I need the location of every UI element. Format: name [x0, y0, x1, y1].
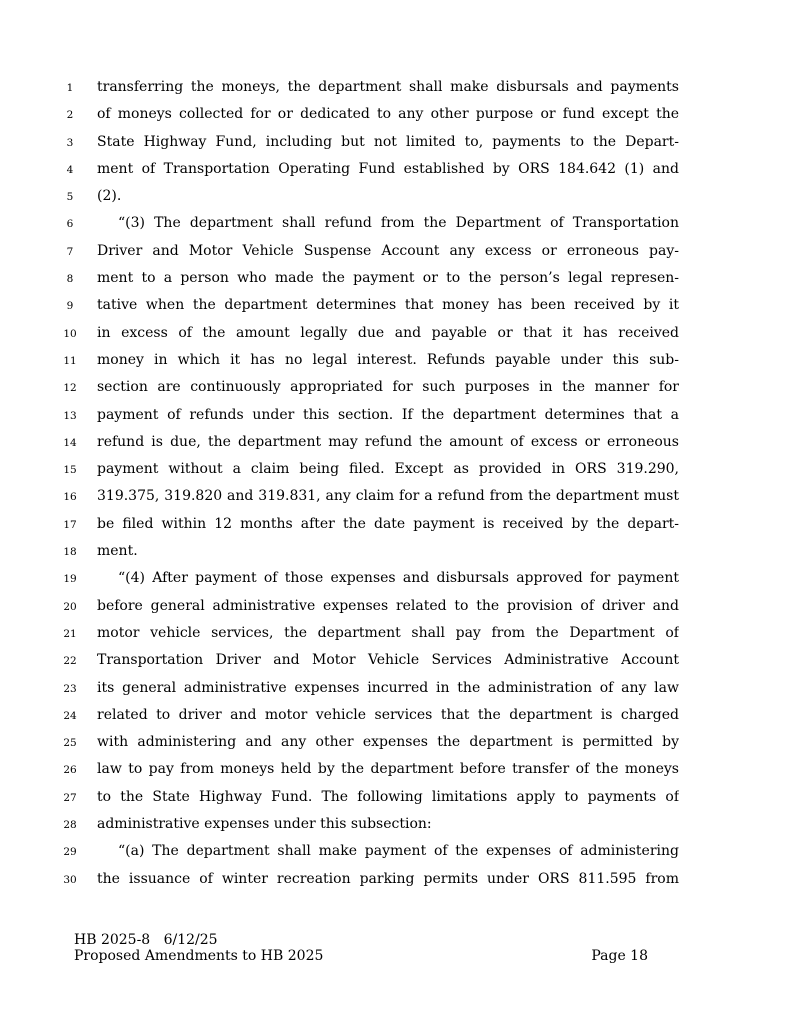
- line-text: ment.: [97, 543, 138, 560]
- line-text: 319.375, 319.820 and 319.831, any claim for a refund from the department must: [97, 488, 679, 505]
- document-line: [0, 675, 800, 702]
- line-number: 10: [63, 327, 77, 340]
- line-text: with administering and any other expenses the department is permitted by: [97, 734, 679, 751]
- line-text: tative when the department determines that money has been received by it: [97, 297, 679, 314]
- line-number: 28: [63, 819, 77, 832]
- line-text: motor vehicle services, the department shall pay from the Department of: [97, 624, 679, 641]
- document-line: [0, 347, 800, 374]
- line-text: Transportation Driver and Motor Vehicle Services Administrative Account: [97, 652, 679, 669]
- line-number: 30: [63, 873, 77, 886]
- line-number: 20: [63, 600, 77, 613]
- line-text: refund is due, the department may refund the amount of excess or erroneous: [97, 433, 679, 450]
- line-text: section are continuously appropriated for such purposes in the manner for: [97, 379, 679, 396]
- line-number: 7: [66, 245, 74, 258]
- document-line: [0, 74, 800, 101]
- line-number: 21: [63, 627, 77, 640]
- line-text: its general administrative expenses incurred in the administration of any law: [97, 679, 679, 696]
- document-body: [0, 74, 800, 893]
- line-text: Driver and Motor Vehicle Suspense Account any excess or erroneous pay-: [97, 242, 679, 259]
- document-line: [0, 702, 800, 729]
- document-line: [0, 729, 800, 756]
- document-line: [0, 210, 800, 237]
- line-text: ment of Transportation Operating Fund established by ORS 184.642 (1) and: [97, 160, 679, 177]
- footer-subtitle-line: [74, 948, 654, 964]
- document-line: [0, 265, 800, 292]
- document-line: [0, 565, 800, 592]
- line-number: 11: [63, 354, 77, 367]
- document-line: [0, 129, 800, 156]
- footer-bill-id: HB 2025-8: [74, 932, 151, 948]
- line-number: 1: [66, 82, 74, 94]
- line-number: 23: [63, 682, 77, 695]
- line-text: State Highway Fund, including but not limited to, payments to the Depart-: [97, 133, 679, 150]
- line-text: law to pay from moneys held by the department before transfer of the moneys: [97, 761, 679, 778]
- line-number: 15: [63, 464, 77, 477]
- document-line: [0, 402, 800, 429]
- footer-date: 6/12/25: [163, 932, 218, 948]
- line-text: of moneys collected for or dedicated to any other purpose or fund except the: [97, 106, 679, 123]
- line-text: to the State Highway Fund. The following limitations apply to payments of: [97, 788, 679, 805]
- document-line: [0, 374, 800, 401]
- line-text: money in which it has no legal interest. Refunds payable under this sub-: [97, 351, 679, 368]
- document-line: [0, 538, 800, 565]
- line-number: 8: [66, 273, 74, 286]
- line-number: 4: [66, 163, 74, 176]
- line-number: 29: [63, 846, 77, 859]
- line-text: payment without a claim being filed. Except as provided in ORS 319.290,: [97, 461, 679, 478]
- document-line: [0, 292, 800, 319]
- document-line: [0, 320, 800, 347]
- line-text: administrative expenses under this subsection:: [97, 816, 432, 833]
- document-line: [0, 483, 800, 510]
- footer-bill-line: [74, 932, 654, 948]
- document-line: [0, 593, 800, 620]
- line-number: 16: [63, 491, 77, 504]
- footer-page-number: Page 18: [591, 948, 648, 964]
- page-footer: [74, 932, 654, 964]
- line-text: related to driver and motor vehicle services that the department is charged: [97, 706, 679, 723]
- line-text: the issuance of winter recreation parking permits under ORS 811.595 from: [97, 870, 679, 887]
- line-text: “(4) After payment of those expenses and disbursals approved for payment: [118, 570, 679, 587]
- document-line: [0, 511, 800, 538]
- line-number: 6: [66, 218, 74, 231]
- line-number: 27: [63, 791, 77, 804]
- line-number: 2: [66, 109, 74, 122]
- line-text: before general administrative expenses related to the provision of driver and: [97, 597, 679, 614]
- line-text: payment of refunds under this section. If the department determines that a: [97, 406, 679, 423]
- footer-subtitle: Proposed Amendments to HB 2025: [74, 948, 324, 964]
- line-text: “(3) The department shall refund from the Department of Transportation: [118, 215, 679, 232]
- line-number: 13: [63, 409, 77, 422]
- line-text: (2).: [97, 188, 122, 205]
- line-number: 5: [66, 191, 74, 204]
- line-text: in excess of the amount legally due and payable or that it has received: [97, 324, 679, 341]
- document-line: [0, 647, 800, 674]
- document-line: [0, 183, 800, 210]
- document-line: [0, 238, 800, 265]
- document-line: [0, 620, 800, 647]
- line-number: 12: [63, 382, 77, 395]
- line-number: 22: [63, 655, 77, 668]
- line-text: transferring the moneys, the department shall make disbursals and payments: [97, 79, 679, 95]
- line-text: be filed within 12 months after the date payment is received by the depart-: [97, 515, 679, 532]
- line-number: 3: [66, 136, 74, 149]
- document-line: [0, 866, 800, 893]
- document-line: [0, 101, 800, 128]
- document-line: [0, 784, 800, 811]
- document-line: [0, 811, 800, 838]
- document-line: [0, 429, 800, 456]
- document-line: [0, 838, 800, 865]
- document-line: [0, 156, 800, 183]
- document-line: [0, 756, 800, 783]
- line-number: 17: [63, 518, 77, 531]
- line-number: 24: [63, 709, 77, 722]
- line-number: 25: [63, 737, 77, 750]
- line-number: 9: [66, 300, 74, 313]
- line-number: 14: [63, 436, 77, 449]
- line-number: 18: [63, 546, 77, 559]
- document-line: [0, 456, 800, 483]
- line-number: 26: [63, 764, 77, 777]
- line-text: ment to a person who made the payment or to the person’s legal represen-: [97, 270, 679, 287]
- line-text: “(a) The department shall make payment of the expenses of administering: [118, 843, 679, 860]
- line-number: 19: [63, 573, 77, 586]
